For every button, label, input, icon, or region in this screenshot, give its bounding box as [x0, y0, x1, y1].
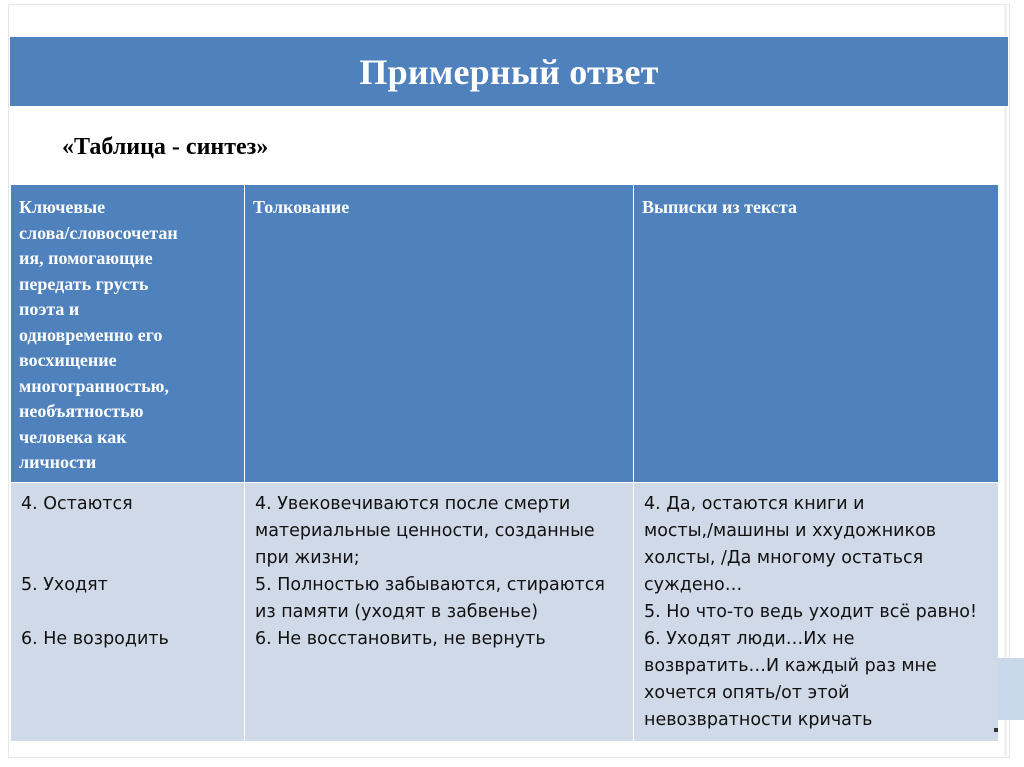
header-line: поэта и	[19, 299, 80, 319]
header-line: многогранностью,	[19, 375, 169, 396]
quote-line: хочется опять/от этой	[644, 682, 850, 703]
cell-keywords	[11, 482, 245, 741]
spacer	[21, 599, 236, 626]
quote-line: суждено…	[644, 574, 743, 595]
header-line: необъятностью	[19, 401, 144, 421]
header-keywords	[11, 185, 245, 483]
synthesis-table	[10, 184, 999, 742]
slide-title: Примерный ответ	[359, 51, 659, 92]
corner-decoration	[997, 658, 1024, 720]
header-line: слова/словосочетан	[19, 222, 178, 243]
interpretation-line: 5. Полностью забываются, стираются	[255, 574, 605, 595]
table-header-row	[11, 185, 999, 483]
header-line: восхищение	[19, 350, 117, 370]
header-line: человека как	[19, 426, 127, 447]
keyword-item: 4. Остаются	[21, 493, 133, 514]
interpretation-line: 6. Не восстановить, не вернуть	[255, 628, 546, 649]
header-line: одновременно его	[19, 324, 163, 345]
interpretation-line: при жизни;	[255, 547, 360, 568]
quote-line: возвратить…И каждый раз мне	[644, 655, 937, 676]
quote-line: мосты,/машины и ххудожников	[644, 520, 937, 541]
cell-quotes	[634, 482, 999, 741]
header-line: личности	[19, 452, 97, 472]
quote-line: 4. Да, остаются книги и	[644, 493, 865, 514]
header-quotes: Выписки из текста	[634, 185, 999, 483]
quote-line: 5. Но что-то ведь уходит всё равно!	[644, 601, 977, 622]
quote-line: 6. Уходят люди…Их не	[644, 628, 855, 649]
header-line: передать грусть	[19, 273, 149, 294]
interpretation-line: материальные ценности, созданные	[255, 520, 595, 541]
header-line: ия, помогающие	[19, 248, 153, 268]
spacer	[21, 518, 236, 572]
slide-subtitle: «Таблица - синтез»	[62, 134, 269, 160]
header-line: Ключевые	[19, 197, 106, 217]
quote-line: невозвратности кричать	[644, 709, 873, 730]
interpretation-line: из памяти (уходят в забвенье)	[255, 601, 539, 622]
keyword-item: 5. Уходят	[21, 574, 108, 595]
header-interpretation: Толкование	[245, 185, 634, 483]
quote-line: холсты, /Да многому остаться	[644, 547, 924, 568]
title-bar	[10, 37, 1008, 106]
interpretation-line: 4. Увековечиваются после смерти	[255, 493, 571, 514]
slide-edge	[1004, 4, 1007, 756]
table-row	[11, 482, 999, 741]
corner-mark	[994, 728, 998, 732]
keyword-item: 6. Не возродить	[21, 628, 169, 649]
cell-interpretation	[245, 482, 634, 741]
